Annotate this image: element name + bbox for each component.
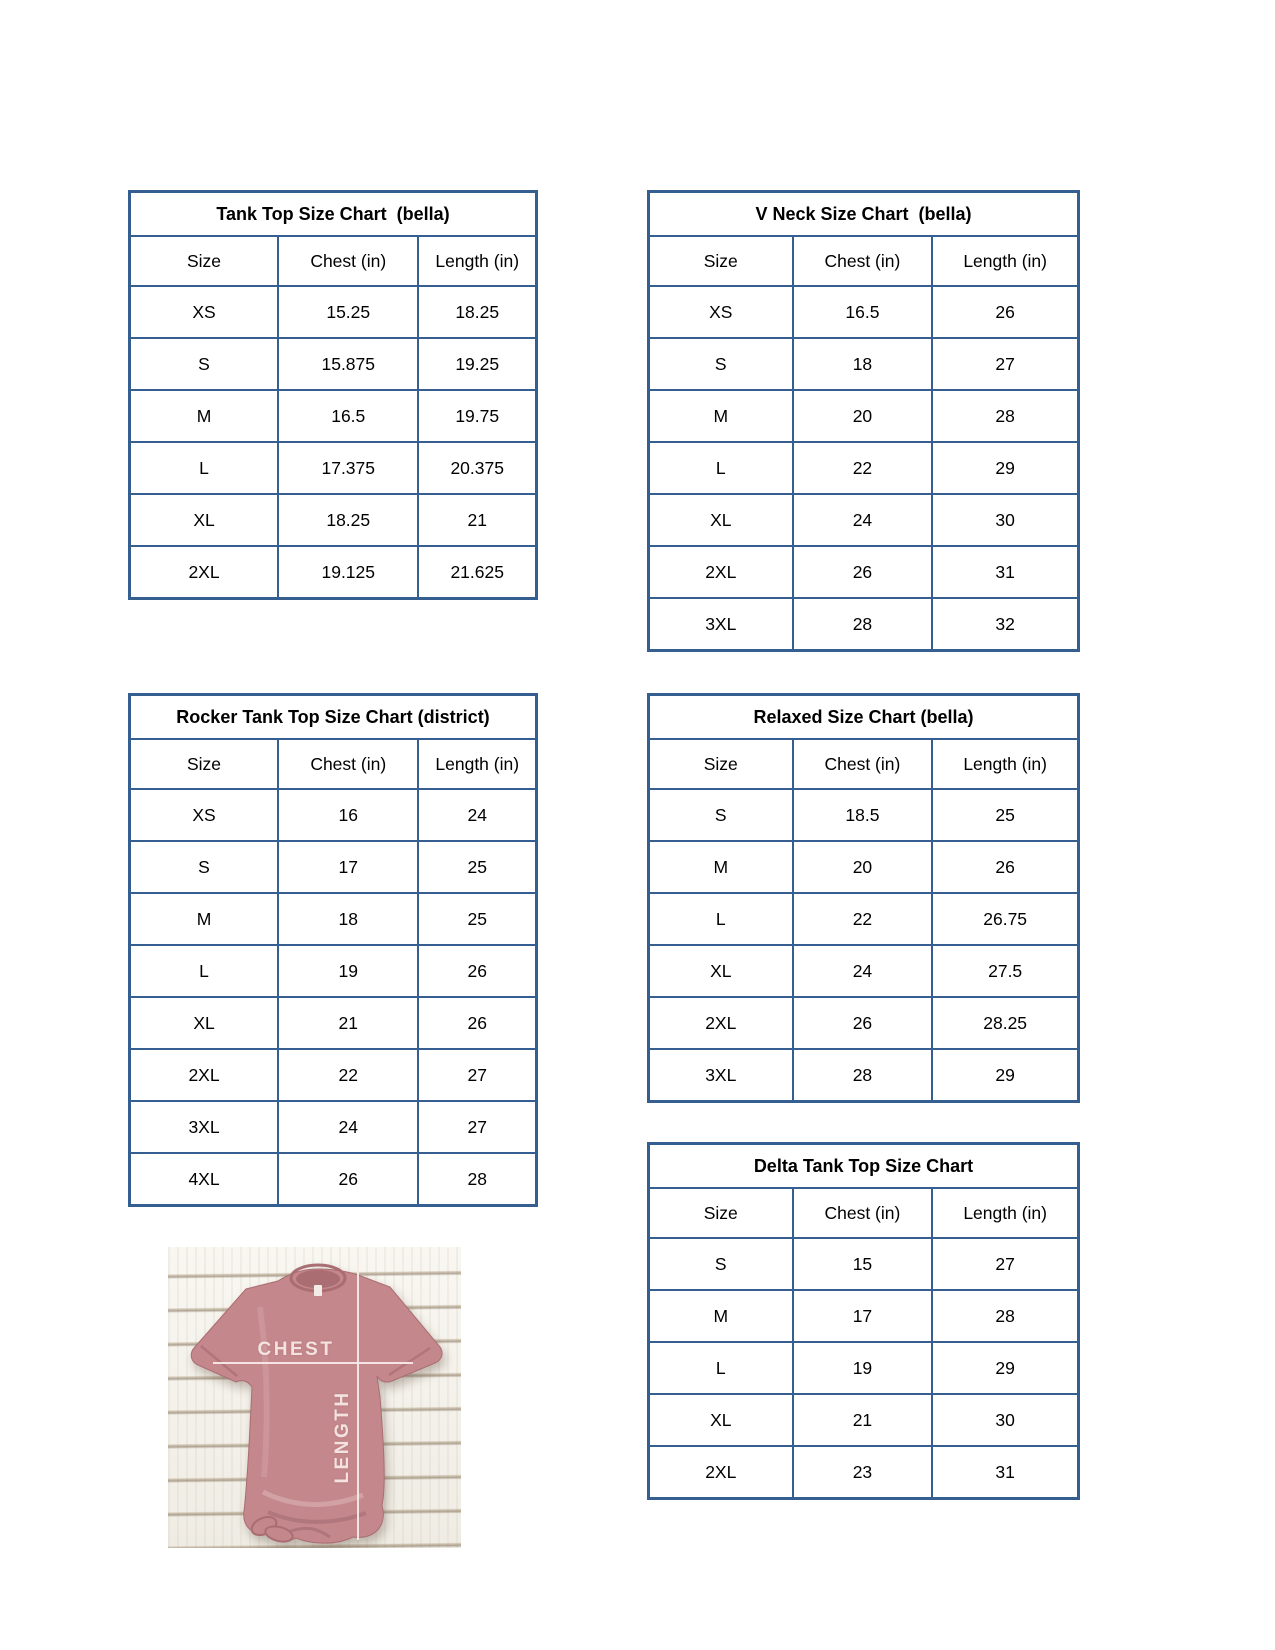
table-cell: 24: [418, 789, 536, 841]
column-header: Length (in): [932, 236, 1078, 286]
table-title: Delta Tank Top Size Chart: [649, 1144, 1079, 1189]
table-cell: 29: [932, 1049, 1078, 1102]
table-title-row: [649, 1144, 1079, 1189]
table-cell: XL: [130, 997, 279, 1049]
table-row: [649, 338, 1079, 390]
table-title-row: [649, 192, 1079, 237]
rocker-tank-top-size-chart-table: [128, 693, 538, 1207]
table-cell: 26.75: [932, 893, 1078, 945]
table-row: [130, 997, 537, 1049]
table-row: [649, 841, 1079, 893]
table-cell: 26: [793, 546, 933, 598]
delta-tank-top-size-chart-table: [647, 1142, 1080, 1500]
table-cell: L: [649, 442, 793, 494]
table-row: [649, 945, 1079, 997]
table-row: [649, 390, 1079, 442]
table-row: [649, 1049, 1079, 1102]
column-header: Size: [130, 739, 279, 789]
column-header: Chest (in): [793, 236, 933, 286]
length-label: LENGTH: [332, 1390, 353, 1484]
table-cell: 3XL: [649, 1049, 793, 1102]
table-cell: 26: [418, 945, 536, 997]
table-row: [130, 286, 537, 338]
table-cell: 32: [932, 598, 1078, 651]
column-header: Chest (in): [793, 1188, 933, 1238]
table-cell: 30: [932, 494, 1078, 546]
table-cell: 25: [932, 789, 1078, 841]
table-row: [649, 442, 1079, 494]
table-cell: 18.25: [278, 494, 418, 546]
table-cell: 31: [932, 1446, 1078, 1499]
table-cell: 26: [418, 997, 536, 1049]
table-cell: 3XL: [649, 598, 793, 651]
table-cell: 19.75: [418, 390, 536, 442]
column-header: Chest (in): [278, 739, 418, 789]
table-cell: 27: [932, 338, 1078, 390]
table-title-row: [130, 695, 537, 740]
table-cell: 26: [932, 841, 1078, 893]
table-cell: 17: [793, 1290, 933, 1342]
table-row: [649, 1238, 1079, 1290]
table-row: [130, 390, 537, 442]
table-header-row: [130, 739, 537, 789]
table-cell: 2XL: [649, 546, 793, 598]
table-row: [649, 494, 1079, 546]
table-cell: 19: [278, 945, 418, 997]
table-title: Tank Top Size Chart (bella): [130, 192, 537, 237]
table-cell: S: [130, 338, 279, 390]
column-header: Size: [649, 236, 793, 286]
column-header: Length (in): [932, 1188, 1078, 1238]
table-cell: 27.5: [932, 945, 1078, 997]
table-title-row: [130, 192, 537, 237]
table-cell: 29: [932, 442, 1078, 494]
table-cell: 21: [278, 997, 418, 1049]
table-cell: 24: [793, 494, 933, 546]
table-row: [130, 1153, 537, 1206]
table-cell: 17.375: [278, 442, 418, 494]
table-row: [130, 546, 537, 599]
table-cell: 28.25: [932, 997, 1078, 1049]
table-cell: 26: [932, 286, 1078, 338]
table-cell: 19: [793, 1342, 933, 1394]
table-row: [130, 893, 537, 945]
column-header: Length (in): [418, 739, 536, 789]
table-cell: 19.125: [278, 546, 418, 599]
table-cell: 22: [793, 893, 933, 945]
table-cell: 16.5: [278, 390, 418, 442]
table-cell: L: [130, 945, 279, 997]
table-cell: 2XL: [649, 1446, 793, 1499]
table-cell: XS: [649, 286, 793, 338]
table-cell: L: [649, 893, 793, 945]
table-cell: XS: [130, 286, 279, 338]
table-row: [130, 494, 537, 546]
table-row: [130, 945, 537, 997]
table-cell: 22: [793, 442, 933, 494]
brand-label-tag: [314, 1285, 322, 1296]
table-title: Relaxed Size Chart (bella): [649, 695, 1079, 740]
table-cell: M: [649, 390, 793, 442]
table-cell: 24: [278, 1101, 418, 1153]
table-title-row: [649, 695, 1079, 740]
table-cell: 20.375: [418, 442, 536, 494]
table-row: [649, 286, 1079, 338]
table-cell: 28: [932, 1290, 1078, 1342]
table-header-row: [649, 739, 1079, 789]
table-row: [130, 442, 537, 494]
table-cell: M: [649, 1290, 793, 1342]
table-row: [649, 1394, 1079, 1446]
column-header: Size: [649, 1188, 793, 1238]
table-cell: 19.25: [418, 338, 536, 390]
table-row: [130, 1101, 537, 1153]
table-cell: 18.25: [418, 286, 536, 338]
table-row: [649, 997, 1079, 1049]
table-cell: 25: [418, 841, 536, 893]
v-neck-size-chart-table: [647, 190, 1080, 652]
table-cell: S: [649, 338, 793, 390]
table-cell: 31: [932, 546, 1078, 598]
table-cell: 28: [932, 390, 1078, 442]
table-header-row: [649, 236, 1079, 286]
relaxed-size-chart-table: [647, 693, 1080, 1103]
table-cell: 25: [418, 893, 536, 945]
table-row: [130, 1049, 537, 1101]
table-cell: 20: [793, 841, 933, 893]
table-cell: 18.5: [793, 789, 933, 841]
column-header: Chest (in): [278, 236, 418, 286]
table-row: [649, 598, 1079, 651]
table-cell: 15.25: [278, 286, 418, 338]
table-cell: 16: [278, 789, 418, 841]
table-cell: 21: [418, 494, 536, 546]
table-cell: 2XL: [130, 1049, 279, 1101]
table-header-row: [130, 236, 537, 286]
table-row: [130, 841, 537, 893]
table-cell: 21.625: [418, 546, 536, 599]
table-cell: S: [130, 841, 279, 893]
table-cell: XL: [130, 494, 279, 546]
table-cell: 18: [278, 893, 418, 945]
tshirt-measurement-photo: [168, 1247, 461, 1548]
column-header: Length (in): [418, 236, 536, 286]
table-cell: 30: [932, 1394, 1078, 1446]
table-row: [649, 1290, 1079, 1342]
table-title: Rocker Tank Top Size Chart (district): [130, 695, 537, 740]
table-cell: M: [130, 390, 279, 442]
table-cell: XL: [649, 1394, 793, 1446]
table-cell: 17: [278, 841, 418, 893]
table-cell: 20: [793, 390, 933, 442]
table-cell: 2XL: [130, 546, 279, 599]
table-cell: 28: [418, 1153, 536, 1206]
column-header: Chest (in): [793, 739, 933, 789]
table-cell: XS: [130, 789, 279, 841]
table-cell: 15.875: [278, 338, 418, 390]
table-row: [649, 1446, 1079, 1499]
table-cell: XL: [649, 494, 793, 546]
table-cell: 2XL: [649, 997, 793, 1049]
table-cell: 15: [793, 1238, 933, 1290]
table-cell: 27: [418, 1101, 536, 1153]
column-header: Size: [130, 236, 279, 286]
table-cell: 3XL: [130, 1101, 279, 1153]
tshirt-illustration: [168, 1247, 461, 1548]
table-cell: S: [649, 1238, 793, 1290]
table-cell: 21: [793, 1394, 933, 1446]
table-cell: XL: [649, 945, 793, 997]
table-cell: 26: [793, 997, 933, 1049]
table-cell: 27: [932, 1238, 1078, 1290]
table-title: V Neck Size Chart (bella): [649, 192, 1079, 237]
column-header: Length (in): [932, 739, 1078, 789]
table-header-row: [649, 1188, 1079, 1238]
table-cell: 24: [793, 945, 933, 997]
table-row: [649, 1342, 1079, 1394]
table-cell: L: [130, 442, 279, 494]
table-row: [130, 338, 537, 390]
table-row: [130, 789, 537, 841]
table-cell: 16.5: [793, 286, 933, 338]
table-row: [649, 893, 1079, 945]
table-cell: 26: [278, 1153, 418, 1206]
table-cell: S: [649, 789, 793, 841]
table-cell: M: [130, 893, 279, 945]
chest-label: CHEST: [257, 1339, 335, 1360]
table-row: [649, 789, 1079, 841]
table-cell: 28: [793, 1049, 933, 1102]
table-cell: 23: [793, 1446, 933, 1499]
table-cell: 28: [793, 598, 933, 651]
table-cell: 29: [932, 1342, 1078, 1394]
table-row: [649, 546, 1079, 598]
table-cell: L: [649, 1342, 793, 1394]
column-header: Size: [649, 739, 793, 789]
table-cell: 22: [278, 1049, 418, 1101]
table-cell: M: [649, 841, 793, 893]
tank-top-size-chart-table: [128, 190, 538, 600]
table-cell: 27: [418, 1049, 536, 1101]
table-cell: 18: [793, 338, 933, 390]
table-cell: 4XL: [130, 1153, 279, 1206]
